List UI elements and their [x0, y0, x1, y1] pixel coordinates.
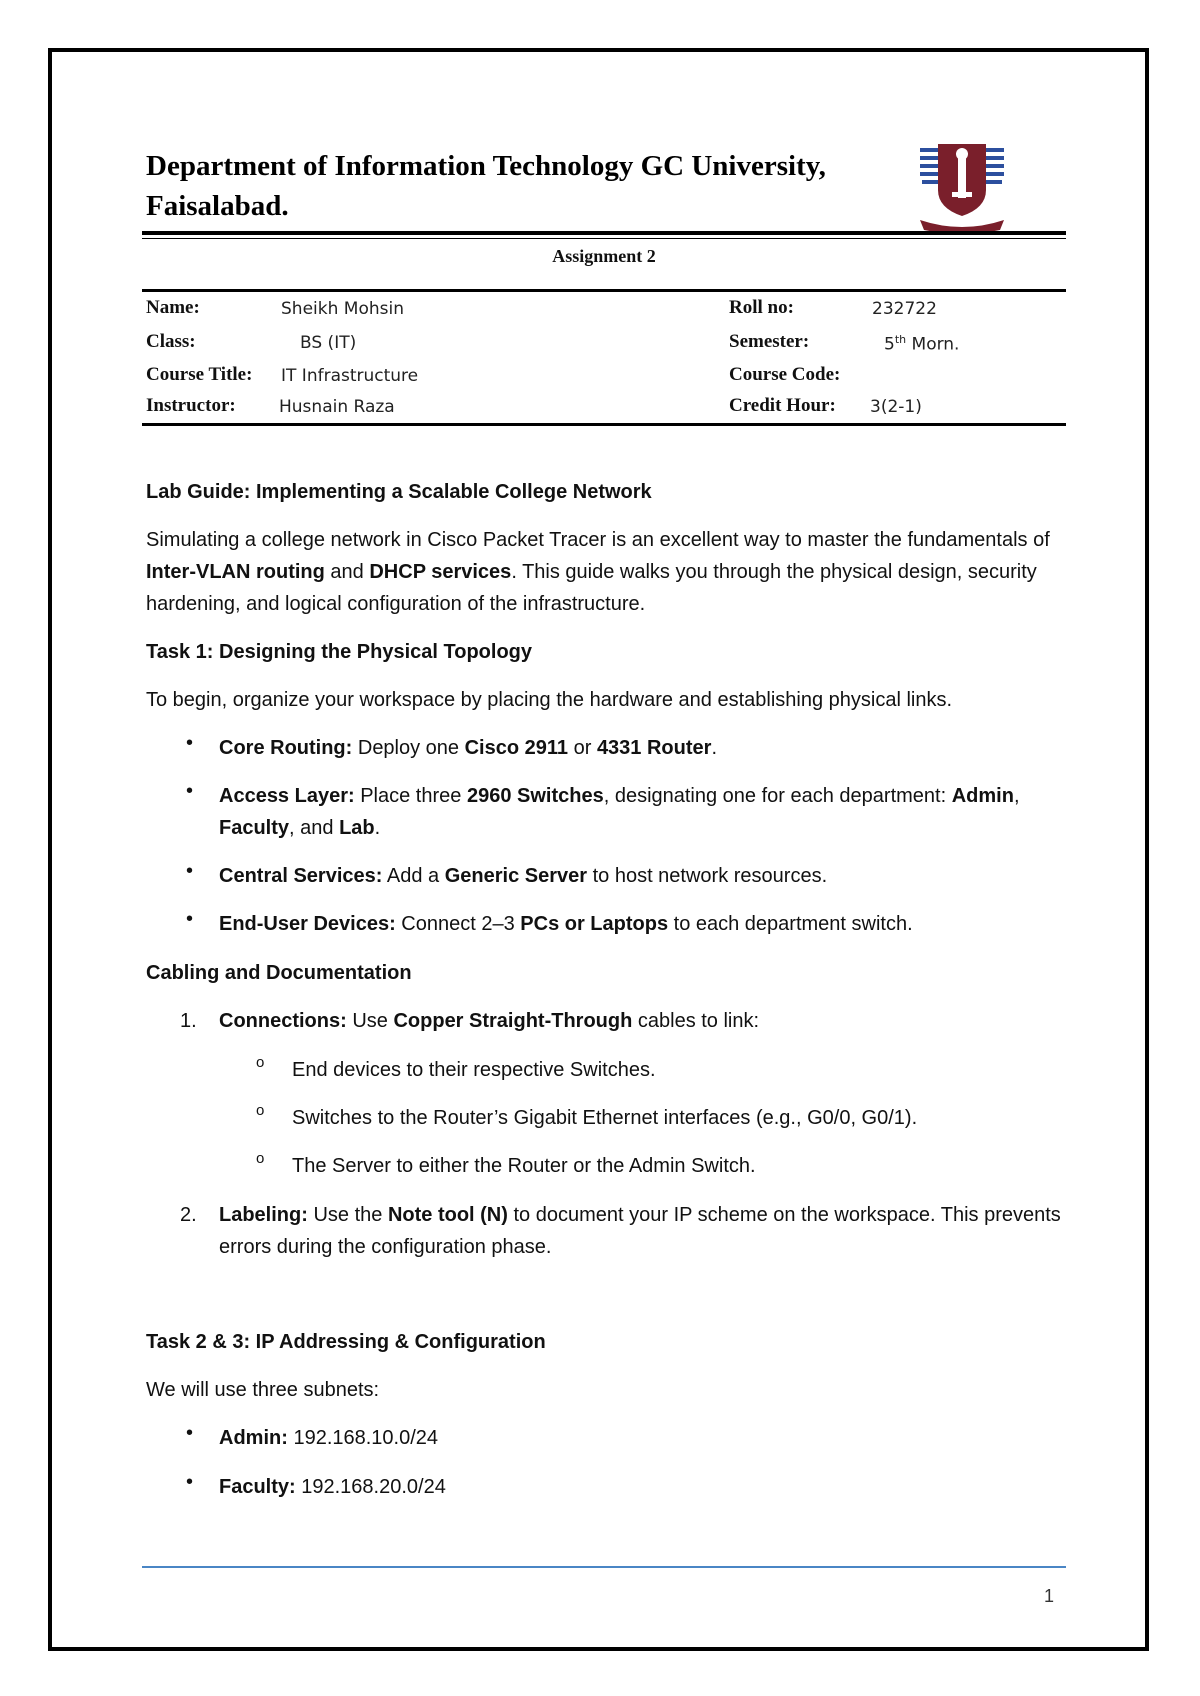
intro-paragraph: Simulating a college network in Cisco Packet Tracer is an excellent way to master the fundamentals of Inter-VLAN routing and DHCP services. This guide walks you through the physical design, security hardening, and logical configuration of the infrastructure. — [146, 529, 1050, 615]
university-crest-logo — [912, 142, 1012, 234]
task1-heading: Task 1: Designing the Physical Topology — [146, 641, 532, 663]
name-value: Sheikh Mohsin — [281, 299, 404, 319]
info-rule-bottom — [142, 423, 1066, 426]
credit-hour-value: 3(2-1) — [870, 397, 922, 417]
list-item-end-user-devices: End-User Devices: Connect 2–3 PCs or Laptops to each department switch. — [219, 913, 913, 935]
course-title-label: Course Title: — [146, 364, 253, 385]
semester-label: Semester: — [729, 331, 810, 352]
roll-label: Roll no: — [729, 297, 794, 318]
list-item-admin-subnet: Admin: 192.168.10.0/24 — [219, 1427, 439, 1449]
list-number: 2. — [180, 1204, 197, 1226]
list-item-connections: Connections: Use Copper Straight-Through cables to link: — [219, 1010, 760, 1032]
assignment-title: Assignment 2 — [552, 246, 656, 266]
cabling-heading: Cabling and Documentation — [146, 962, 412, 984]
sub-list-item: Switches to the Router’s Gigabit Ethernet interfaces (e.g., G0/0, G0/1). — [292, 1107, 918, 1129]
sub-bullet-icon: o — [256, 1054, 265, 1071]
credit-hour-label: Credit Hour: — [729, 395, 836, 416]
list-item-core-routing: Core Routing: Deploy one Cisco 2911 or 4331 Router. — [219, 737, 717, 759]
footer-rule — [142, 1566, 1066, 1568]
sub-list-item: End devices to their respective Switches. — [292, 1059, 656, 1081]
bullet-icon: • — [186, 1471, 194, 1493]
list-item-central-services: Central Services: Add a Generic Server to host network resources. — [219, 865, 828, 887]
bullet-icon: • — [186, 780, 194, 802]
name-label: Name: — [146, 297, 200, 318]
list-item-faculty-subnet: Faculty: 192.168.20.0/24 — [219, 1476, 446, 1498]
instructor-value: Husnain Raza — [279, 397, 395, 417]
instructor-label: Instructor: — [146, 395, 236, 416]
sub-bullet-icon: o — [256, 1102, 265, 1119]
list-item-labeling: Labeling: Use the Note tool (N) to document your IP scheme on the workspace. This prevents errors during the configuration phase. — [219, 1204, 1061, 1258]
bullet-icon: • — [186, 732, 194, 754]
roll-value: 232722 — [872, 299, 937, 319]
header-rule-thick — [142, 231, 1066, 235]
class-value: BS (IT) — [300, 333, 357, 353]
lab-guide-heading: Lab Guide: Implementing a Scalable College Network — [146, 481, 652, 503]
semester-value: 5th Morn. — [884, 333, 960, 355]
bullet-icon: • — [186, 860, 194, 882]
list-number: 1. — [180, 1010, 197, 1032]
crest-stripes-right — [986, 148, 1004, 184]
crest-stripes-left — [920, 148, 938, 184]
task23-heading: Task 2 & 3: IP Addressing & Configuration — [146, 1331, 546, 1353]
task1-intro: To begin, organize your workspace by placing the hardware and establishing physical links. — [146, 689, 953, 711]
bullet-icon: • — [186, 1422, 194, 1444]
department-title: Department of Information Technology GC University, Faisalabad. — [146, 150, 826, 222]
course-title-value: IT Infrastructure — [281, 366, 419, 386]
class-label: Class: — [146, 331, 196, 352]
page-number: 1 — [1044, 1586, 1055, 1606]
sub-list-item: The Server to either the Router or the Admin Switch. — [292, 1155, 756, 1177]
header-rule-thin — [142, 238, 1066, 239]
subnets-intro: We will use three subnets: — [146, 1379, 380, 1401]
course-code-label: Course Code: — [729, 364, 841, 385]
info-rule-top — [142, 289, 1066, 292]
sub-bullet-icon: o — [256, 1150, 265, 1167]
list-item-access-layer: Access Layer: Place three 2960 Switches, designating one for each department: Admin, Faculty, and Lab. — [219, 785, 1020, 839]
bullet-icon: • — [186, 908, 194, 930]
